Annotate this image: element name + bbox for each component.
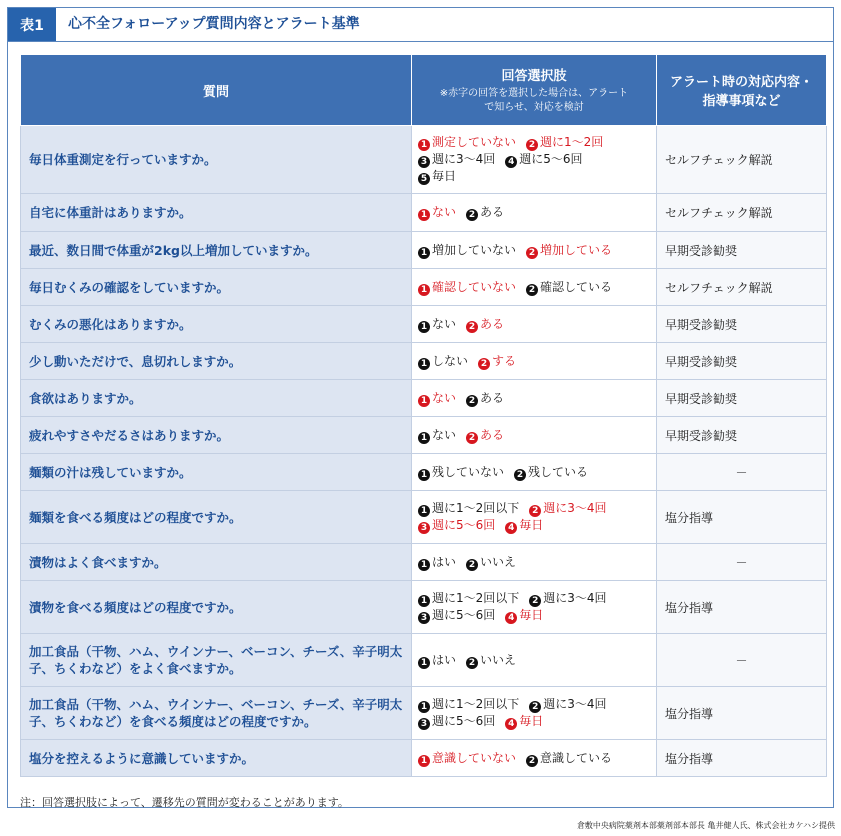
answers-cell xyxy=(412,687,657,740)
footnote: 注：回答選択肢によって、遷移先の質問が変わることがあります。 xyxy=(20,796,349,809)
table-title: 心不全フォローアップ質問内容とアラート基準 xyxy=(68,16,360,32)
answer-option xyxy=(418,317,456,331)
option-number-icon: 3 xyxy=(418,612,430,624)
option-number-icon: 2 xyxy=(466,657,478,669)
header-question: 質問 xyxy=(21,55,412,126)
table-row xyxy=(21,740,827,777)
table-row xyxy=(21,343,827,380)
answers-cell xyxy=(412,417,657,454)
option-text: しない xyxy=(432,353,469,368)
answers-cell xyxy=(412,306,657,343)
option-text: ない xyxy=(432,316,457,331)
answer-option xyxy=(418,697,519,711)
answers-cell xyxy=(412,126,657,194)
table-number-badge: 表1 xyxy=(8,8,56,41)
alert-option xyxy=(526,243,612,257)
option-text: 週に5～6回 xyxy=(519,152,583,166)
question-cell: 塩分を控えるように意識していますか。 xyxy=(21,740,412,777)
answer-option xyxy=(466,391,504,405)
answers-cell xyxy=(412,380,657,417)
table-row xyxy=(21,269,827,306)
answer-option xyxy=(418,354,468,368)
option-text: 週に5～6回 xyxy=(432,518,496,532)
action-cell: セルフチェック解説 xyxy=(657,126,827,194)
option-number-icon: 3 xyxy=(418,156,430,168)
action-cell: 塩分指導 xyxy=(657,581,827,634)
alert-option xyxy=(478,354,516,368)
option-text: はい xyxy=(432,652,457,667)
option-text: 週に1～2回以下 xyxy=(432,501,520,515)
option-number-icon: 4 xyxy=(505,156,517,168)
question-cell: 漬物を食べる頻度はどの程度ですか。 xyxy=(21,581,412,634)
table-row xyxy=(21,491,827,544)
option-text: 増加している xyxy=(540,242,613,257)
option-number-icon: 1 xyxy=(418,139,430,151)
answer-line xyxy=(418,353,650,370)
question-cell: 最近、数日間で体重が2kg以上増加していますか。 xyxy=(21,232,412,269)
answers-cell xyxy=(412,544,657,581)
question-cell: 疲れやすさやだるさはありますか。 xyxy=(21,417,412,454)
answer-line xyxy=(418,750,650,767)
option-text: ない xyxy=(432,390,457,405)
option-text: 週に3～4回 xyxy=(543,591,607,605)
option-number-icon: 1 xyxy=(418,247,430,259)
alert-option xyxy=(526,135,603,149)
answer-line xyxy=(418,500,650,517)
alert-option xyxy=(418,391,456,405)
question-cell: 毎日体重測定を行っていますか。 xyxy=(21,126,412,194)
action-cell: － xyxy=(657,454,827,491)
question-cell: 加工食品（干物、ハム、ウインナー、ベーコン、チーズ、辛子明太子、ちくわなど）を食べる頻度はどの程度ですか。 xyxy=(21,687,412,740)
option-number-icon: 2 xyxy=(514,469,526,481)
answer-option xyxy=(418,653,456,667)
alert-option xyxy=(418,518,495,532)
answer-option xyxy=(418,152,495,166)
answers-cell xyxy=(412,740,657,777)
alert-option xyxy=(529,501,606,515)
alert-option xyxy=(505,518,543,532)
answer-line xyxy=(418,134,650,151)
header-answers-note xyxy=(416,87,652,115)
option-text: 週に3～4回 xyxy=(432,152,496,166)
answers-cell xyxy=(412,194,657,232)
answer-line xyxy=(418,204,650,221)
option-text: 週に1～2回 xyxy=(540,135,604,149)
action-cell: 塩分指導 xyxy=(657,687,827,740)
option-number-icon: 1 xyxy=(418,595,430,607)
answer-option xyxy=(418,428,456,442)
option-text: 毎日 xyxy=(519,714,544,728)
action-cell: 早期受診勧奨 xyxy=(657,380,827,417)
option-number-icon: 1 xyxy=(418,284,430,296)
answer-line xyxy=(418,151,650,168)
option-text: ある xyxy=(480,316,505,331)
answer-line xyxy=(418,554,650,571)
option-number-icon: 1 xyxy=(418,395,430,407)
action-cell: 早期受診勧奨 xyxy=(657,232,827,269)
option-number-icon: 2 xyxy=(529,701,541,713)
option-text: 週に1～2回以下 xyxy=(432,591,520,605)
option-text: ない xyxy=(432,427,457,442)
header-answers-note-line1: ※赤字の回答を選択した場合は、アラート xyxy=(439,88,629,99)
question-cell: 自宅に体重計はありますか。 xyxy=(21,194,412,232)
header-row xyxy=(21,55,827,126)
option-number-icon: 2 xyxy=(529,595,541,607)
alert-option xyxy=(505,608,543,622)
answer-option xyxy=(466,653,516,667)
table-row xyxy=(21,194,827,232)
answer-line xyxy=(418,390,650,407)
answers-cell xyxy=(412,581,657,634)
header-answers-label: 回答選択肢 xyxy=(501,69,567,84)
table-row xyxy=(21,417,827,454)
option-number-icon: 1 xyxy=(418,559,430,571)
answer-option xyxy=(418,465,504,479)
option-number-icon: 1 xyxy=(418,657,430,669)
option-number-icon: 3 xyxy=(418,718,430,730)
question-cell: 麺類を食べる頻度はどの程度ですか。 xyxy=(21,491,412,544)
option-number-icon: 1 xyxy=(418,505,430,517)
table-row xyxy=(21,544,827,581)
table-row xyxy=(21,380,827,417)
answer-option xyxy=(526,280,612,294)
alert-option xyxy=(466,428,504,442)
option-number-icon: 1 xyxy=(418,469,430,481)
option-number-icon: 4 xyxy=(505,522,517,534)
option-text: 週に5～6回 xyxy=(432,608,496,622)
option-text: ある xyxy=(480,427,505,442)
alert-option xyxy=(466,317,504,331)
option-text: ある xyxy=(480,390,505,405)
answer-option xyxy=(529,697,606,711)
option-text: 毎日 xyxy=(432,169,457,183)
action-cell: － xyxy=(657,544,827,581)
option-text: 増加していない xyxy=(432,242,517,257)
action-cell: 塩分指導 xyxy=(657,491,827,544)
answer-option xyxy=(466,555,516,569)
answer-option xyxy=(418,501,519,515)
answers-cell xyxy=(412,491,657,544)
header-action xyxy=(657,55,827,126)
option-number-icon: 2 xyxy=(466,209,478,221)
question-cell: 少し動いただけで、息切れしますか。 xyxy=(21,343,412,380)
answer-option xyxy=(418,555,456,569)
option-number-icon: 2 xyxy=(466,559,478,571)
option-text: 週に3～4回 xyxy=(543,501,607,515)
option-text: 残している xyxy=(528,464,589,479)
option-text: 意識していない xyxy=(432,750,517,765)
answers-cell xyxy=(412,343,657,380)
title-bar xyxy=(8,8,833,42)
answer-line xyxy=(418,652,650,669)
table-row xyxy=(21,687,827,740)
option-number-icon: 4 xyxy=(505,612,517,624)
option-text: 週に1～2回以下 xyxy=(432,697,520,711)
option-text: 確認していない xyxy=(432,279,517,294)
answer-line xyxy=(418,427,650,444)
option-number-icon: 2 xyxy=(526,755,538,767)
option-text: する xyxy=(492,353,517,368)
source-credit: 倉敷中央病院薬剤本部薬剤部本部長 亀井健人氏、株式会社カケハシ提供 xyxy=(576,821,835,830)
option-text: 週に3～4回 xyxy=(543,697,607,711)
answer-line xyxy=(418,168,650,185)
option-text: 測定していない xyxy=(432,135,517,149)
followup-table xyxy=(20,54,827,777)
option-number-icon: 2 xyxy=(478,358,490,370)
option-text: 意識している xyxy=(540,750,613,765)
header-answers xyxy=(412,55,657,126)
option-number-icon: 1 xyxy=(418,321,430,333)
option-text: ない xyxy=(432,205,457,219)
question-cell: 食欲はありますか。 xyxy=(21,380,412,417)
header-answers-note-line2: で知らせ、対応を検討 xyxy=(484,102,584,113)
option-number-icon: 1 xyxy=(418,209,430,221)
option-number-icon: 2 xyxy=(526,284,538,296)
header-action-line2: 指導事項など xyxy=(702,94,781,109)
answer-option xyxy=(529,591,606,605)
action-cell: セルフチェック解説 xyxy=(657,269,827,306)
option-number-icon: 1 xyxy=(418,432,430,444)
question-cell: 毎日むくみの確認をしていますか。 xyxy=(21,269,412,306)
answer-option xyxy=(418,591,519,605)
answers-cell xyxy=(412,269,657,306)
option-number-icon: 1 xyxy=(418,701,430,713)
alert-option xyxy=(418,280,516,294)
question-cell: むくみの悪化はありますか。 xyxy=(21,306,412,343)
option-number-icon: 2 xyxy=(526,247,538,259)
table-row xyxy=(21,634,827,687)
option-text: 残していない xyxy=(432,464,505,479)
option-text: 確認している xyxy=(540,279,613,294)
option-text: 毎日 xyxy=(519,518,544,532)
answer-option xyxy=(418,714,495,728)
answer-line xyxy=(418,517,650,534)
answer-option xyxy=(505,152,582,166)
option-text: いいえ xyxy=(480,652,517,667)
option-number-icon: 2 xyxy=(529,505,541,517)
answer-line xyxy=(418,696,650,713)
option-text: ある xyxy=(480,205,505,219)
answer-option xyxy=(526,751,612,765)
answer-line xyxy=(418,590,650,607)
option-number-icon: 2 xyxy=(466,432,478,444)
option-text: いいえ xyxy=(480,554,517,569)
action-cell: セルフチェック解説 xyxy=(657,194,827,232)
table-row xyxy=(21,126,827,194)
action-cell: 早期受診勧奨 xyxy=(657,306,827,343)
table-body xyxy=(21,126,827,777)
table-row xyxy=(21,306,827,343)
option-text: 週に5～6回 xyxy=(432,714,496,728)
answer-option xyxy=(418,169,456,183)
option-text: 毎日 xyxy=(519,608,544,622)
option-number-icon: 5 xyxy=(418,173,430,185)
option-number-icon: 2 xyxy=(466,321,478,333)
answer-option xyxy=(514,465,588,479)
question-cell: 加工食品（干物、ハム、ウインナー、ベーコン、チーズ、辛子明太子、ちくわなど）をよく食べますか。 xyxy=(21,634,412,687)
action-cell: － xyxy=(657,634,827,687)
answer-option xyxy=(466,205,504,219)
option-number-icon: 2 xyxy=(526,139,538,151)
table-row xyxy=(21,581,827,634)
answer-line xyxy=(418,279,650,296)
header-action-line1: アラート時の対応内容・ xyxy=(669,75,813,90)
option-number-icon: 3 xyxy=(418,522,430,534)
question-cell: 漬物はよく食べますか。 xyxy=(21,544,412,581)
alert-option xyxy=(418,205,456,219)
table-row xyxy=(21,454,827,491)
option-number-icon: 1 xyxy=(418,755,430,767)
answer-line xyxy=(418,464,650,481)
option-number-icon: 1 xyxy=(418,358,430,370)
alert-option xyxy=(418,135,516,149)
alert-option xyxy=(418,751,516,765)
answers-cell xyxy=(412,634,657,687)
option-number-icon: 2 xyxy=(466,395,478,407)
answer-line xyxy=(418,713,650,730)
question-cell: 麺類の汁は残していますか。 xyxy=(21,454,412,491)
action-cell: 早期受診勧奨 xyxy=(657,417,827,454)
table-row xyxy=(21,232,827,269)
answers-cell xyxy=(412,454,657,491)
action-cell: 早期受診勧奨 xyxy=(657,343,827,380)
answer-line xyxy=(418,242,650,259)
alert-option xyxy=(505,714,543,728)
action-cell: 塩分指導 xyxy=(657,740,827,777)
answer-option xyxy=(418,608,495,622)
table-frame xyxy=(7,7,834,808)
option-text: はい xyxy=(432,554,457,569)
answer-line xyxy=(418,607,650,624)
answer-option xyxy=(418,243,516,257)
answers-cell xyxy=(412,232,657,269)
answer-line xyxy=(418,316,650,333)
option-number-icon: 4 xyxy=(505,718,517,730)
